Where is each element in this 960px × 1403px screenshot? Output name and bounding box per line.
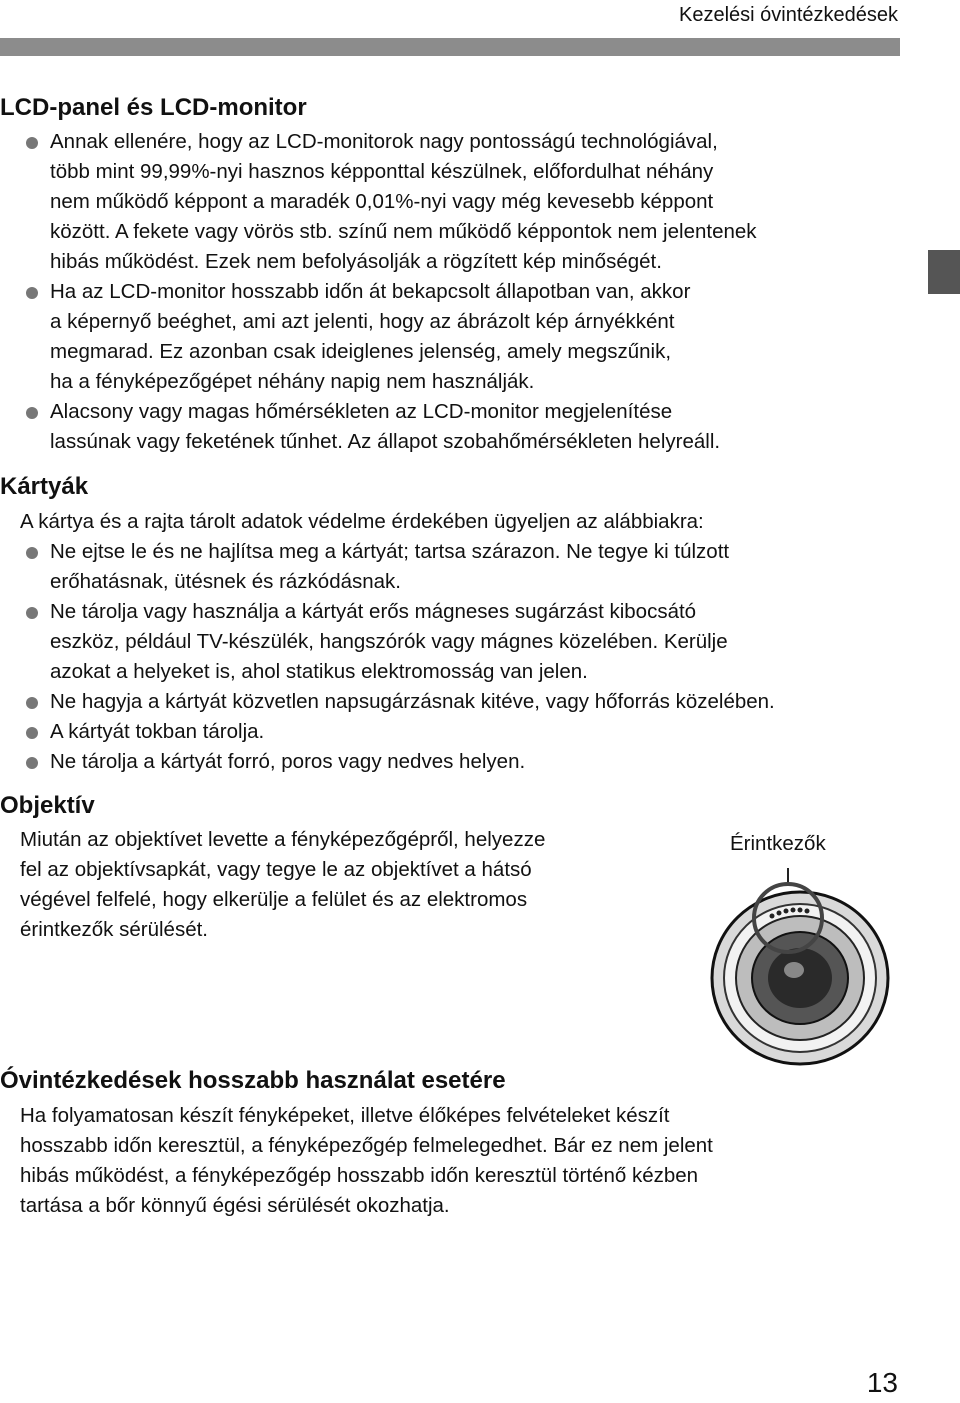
cards-intro: A kártya és a rajta tárolt adatok védelme érdekében ügyeljen az alábbiakra: xyxy=(20,510,704,533)
bullet-icon xyxy=(26,757,38,769)
bullet-icon xyxy=(26,287,38,299)
page-number: 13 xyxy=(866,1367,898,1398)
cards-content xyxy=(0,507,775,777)
list-item: A kártyát tokban tárolja. xyxy=(0,717,775,747)
section-title-lcd: LCD-panel és LCD-monitor xyxy=(0,94,307,121)
list-item: Ne hagyja a kártyát közvetlen napsugárzásnak kitéve, vagy hőforrás közelében. xyxy=(0,687,775,717)
list-item: Ne tárolja a kártyát forró, poros vagy nedves helyen. xyxy=(0,747,775,777)
section-title-cards: Kártyák xyxy=(0,473,89,500)
bullet-icon xyxy=(26,607,38,619)
lens-text: Miután az objektívet levette a fényképezőgépről, helyezze fel az objektívsapkát, vagy tegye le az objektívet a hátsó végével felfelé, hogy elkerülje a felület és az elektromos érintkezők sérülését. xyxy=(20,828,546,941)
list-item: Ne ejtse le és ne hajlítsa meg a kártyát; tartsa szárazon. Ne tegye ki túlzott erőhatásnak, ütésnek és rázkódásnak. xyxy=(0,537,775,597)
list-item: Ha az LCD-monitor hosszabb időn át bekapcsolt állapotban van, akkor a képernyő beéghet, ami azt jelenti, hogy az ábrázolt kép árnyékként megmarad. Ez azonban csak ideiglenes jelenség, amely megszűnik, ha a fényképezőgépet néhány napig nem használják. xyxy=(0,277,757,397)
lcd-list xyxy=(0,127,757,457)
list-item: Annak ellenére, hogy az LCD-monitorok nagy pontosságú technológiával, több mint 99,99%-nyi hasznos képponttal készülnek, előfordulhat néhány nem működő képpont a maradék 0,01%-nyi vagy még kevesebb képpont között. A fekete vagy vörös stb. színű nem működő képpontok nem jelentenek hibás működést. Ezek nem befolyásolják a rögzített kép minőségét. xyxy=(0,127,757,277)
header-rule xyxy=(0,38,900,56)
section-title-longuse: Óvintézkedések hosszabb használat esetére xyxy=(0,1067,506,1094)
bullet-icon xyxy=(26,137,38,149)
running-header: Kezelési óvintézkedések xyxy=(678,4,898,26)
contacts-label: Érintkezők xyxy=(730,832,826,855)
bullet-icon xyxy=(26,727,38,739)
longuse-content xyxy=(0,1101,713,1221)
lens-rear-illustration xyxy=(700,830,900,1070)
section-title-lens: Objektív xyxy=(0,792,95,819)
bullet-icon xyxy=(26,697,38,709)
list-item: Alacsony vagy magas hőmérsékleten az LCD-monitor megjelenítése lassúnak vagy feketének tűnhet. Az állapot szobahőmérsékleten helyreáll. xyxy=(0,397,757,457)
list-item: Ne tárolja vagy használja a kártyát erős mágneses sugárzást kibocsátó eszköz, például TV-készülék, hangszórók vagy mágnes közelében. Kerülje azokat a helyeket is, ahol statikus elektromosság van jelen. xyxy=(0,597,775,687)
bullet-icon xyxy=(26,547,38,559)
longuse-text: Ha folyamatosan készít fényképeket, illetve élőképes felvételeket készít hosszabb időn keresztül, a fényképezőgép felmelegedhet. Bár ez nem jelent hibás működést, a fényképezőgép hosszabb időn keresztül történő kézben tartása a bőr könnyű égési sérülését okozhatja. xyxy=(20,1104,713,1217)
chapter-tab xyxy=(928,250,960,294)
bullet-icon xyxy=(26,407,38,419)
lens-content xyxy=(0,825,545,945)
